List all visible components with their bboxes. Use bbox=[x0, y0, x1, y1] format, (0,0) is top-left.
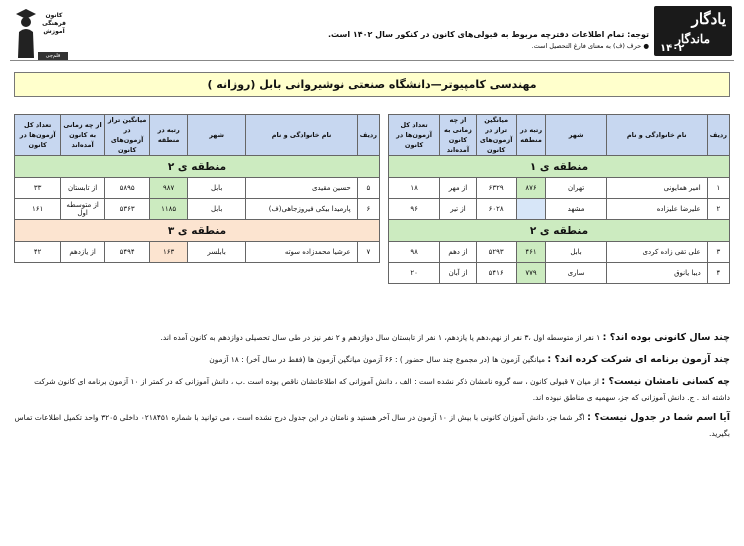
col-rank: رتبه در منطقه bbox=[516, 115, 546, 156]
student-name: امیر همایونی bbox=[606, 178, 707, 199]
rank: ۹۸۷ bbox=[150, 178, 188, 199]
qa-item bbox=[14, 410, 730, 442]
city: تهران bbox=[546, 178, 606, 199]
kanoon-logo bbox=[10, 6, 68, 60]
city: بابل bbox=[546, 242, 606, 263]
city: مشهد bbox=[546, 199, 606, 220]
avg-score: ۵۲۹۳ bbox=[476, 242, 516, 263]
qa-question: چند سال کانونی بوده اند؟ : bbox=[602, 332, 730, 343]
qa-item bbox=[14, 374, 730, 406]
row-number: ۲ bbox=[707, 199, 729, 220]
col-row: ردیف bbox=[707, 115, 729, 156]
row-number: ۷ bbox=[357, 242, 379, 263]
region-header: منطقه ی ۲ bbox=[15, 156, 380, 178]
col-avg: میانگین تراز در آزمون‌های کانون bbox=[476, 115, 516, 156]
table-row bbox=[15, 178, 380, 199]
header-sub-note: ● حرف (ف) به معنای فارغ التحصیل است. bbox=[531, 42, 649, 50]
row-number: ۵ bbox=[357, 178, 379, 199]
city: بابلسر bbox=[187, 242, 245, 263]
left-results-table bbox=[14, 114, 380, 263]
rank: ۸۷۶ bbox=[516, 178, 546, 199]
city: بابل bbox=[187, 178, 245, 199]
student-name: پارمیدا بیکی فیروزجاهی(ف) bbox=[246, 199, 357, 220]
qa-answer: میانگین آزمون ها (در مجموع چند سال حضور ) : ۶۶ آزمون میانگین آزمون ها (فقط در سال آخر) : ۱۸ آزمون bbox=[209, 355, 545, 364]
region-header: منطقه ی ۲ bbox=[389, 220, 730, 242]
major-banner: مهندسی کامپیوتر—دانشگاه صنعتی نوشیروانی بابل (روزانه ) bbox=[14, 72, 730, 97]
table-row bbox=[389, 242, 730, 263]
qa-answer: ۱ نفر از متوسطه اول ،۳ نفر از نهم،دهم یا یازدهم، ۱ نفر از تابستان سال دوازدهم و ۲ نفر نیز در طی سال تحصیلی دوازدهم به کانون آمده اند. bbox=[160, 333, 601, 342]
rank: ۴۶۱ bbox=[516, 242, 546, 263]
yadegar-mandegar-logo bbox=[654, 6, 732, 56]
logo-year: ۱۴۰۲ bbox=[660, 43, 685, 54]
student-name: عرشیا محمدزاده سوته bbox=[246, 242, 357, 263]
row-number: ۳ bbox=[707, 242, 729, 263]
exam-count: ۴۲ bbox=[15, 242, 61, 263]
col-since: از چه زمانی به کانون آمده‌اند bbox=[440, 115, 477, 156]
col-rank: رتبه در منطقه bbox=[150, 115, 188, 156]
col-since: از چه زمانی به کانون آمده‌اند bbox=[61, 115, 104, 156]
since: از دهم bbox=[440, 242, 477, 263]
qa-question: چه کسانی نامشان نیست؟ : bbox=[601, 376, 730, 387]
right-results-table bbox=[388, 114, 730, 284]
city: بابل bbox=[187, 199, 245, 220]
student-name: حسین مقیدی bbox=[246, 178, 357, 199]
col-count: تعداد کل آزمون‌ها در کانون bbox=[15, 115, 61, 156]
logo-line2: ماندگار bbox=[675, 32, 710, 46]
kanoon-logo-text: کانون فرهنگی آموزش bbox=[42, 12, 66, 35]
exam-count: ۲۰ bbox=[389, 263, 440, 284]
table-row bbox=[389, 178, 730, 199]
student-name: علیرضا علیزاده bbox=[606, 199, 707, 220]
avg-score: ۵۸۹۵ bbox=[104, 178, 150, 199]
table-row bbox=[15, 199, 380, 220]
since: از آبان bbox=[440, 263, 477, 284]
exam-count: ۱۸ bbox=[389, 178, 440, 199]
graduate-figure-icon bbox=[14, 6, 38, 58]
rank: ۷۷۹ bbox=[516, 263, 546, 284]
qa-item bbox=[14, 352, 730, 368]
kanoon-logo-strip: قلم‌چی bbox=[38, 52, 68, 60]
since: از تابستان bbox=[61, 178, 104, 199]
since: از مهر bbox=[440, 178, 477, 199]
exam-count: ۱۶۱ bbox=[15, 199, 61, 220]
city: ساری bbox=[546, 263, 606, 284]
avg-score: ۵۴۱۶ bbox=[476, 263, 516, 284]
logo-line1: یادگار bbox=[691, 10, 726, 28]
row-number: ۶ bbox=[357, 199, 379, 220]
row-number: ۴ bbox=[707, 263, 729, 284]
avg-score: ۶۰۲۸ bbox=[476, 199, 516, 220]
rank: ۱۱۸۵ bbox=[150, 199, 188, 220]
header-note: توجه: تمام اطلاعات دفترچه مربوط به قبولی‌های کانون در کنکور سال ۱۴۰۲ است. bbox=[327, 30, 649, 39]
col-name: نام خانوادگی و نام bbox=[606, 115, 707, 156]
since: از یازدهم bbox=[61, 242, 104, 263]
exam-count: ۹۸ bbox=[389, 242, 440, 263]
col-count: تعداد کل آزمون‌ها در کانون bbox=[389, 115, 440, 156]
qa-answer: از میان ۷ قبولی کانون ، سه گروه نامشان ذکر نشده است : الف ، دانش آموزانی که اطلاعاتشان ناقص بوده است .ب ، دانش آموزانی که در کمتر از ۱۰ آزمون برنامه ای کانون شرکت داشته اند . ج. دانش آموزانی که جز، سهمیه ی مناطق نبوده اند. bbox=[34, 377, 730, 402]
table-row bbox=[389, 199, 730, 220]
avg-score: ۵۴۹۴ bbox=[104, 242, 150, 263]
exam-count: ۳۳ bbox=[15, 178, 61, 199]
student-name: علی تقی زاده کردی bbox=[606, 242, 707, 263]
qa-question: آیا اسم شما در جدول نیست؟ : bbox=[587, 412, 730, 423]
qa-answer: اگر شما جز، دانش آموزان کانونی با بیش از ۱۰ آزمون در سال آخر هستید و نامتان در این جدول درج نشده است ، می توانید با شماره ۰۲۱۸۴۵۱ داخلی ۳۲۰۵ واحد تکمیل اطلاعات تماس بگیرید. bbox=[14, 413, 730, 438]
qa-item bbox=[14, 330, 730, 346]
table-row bbox=[389, 263, 730, 284]
exam-count: ۹۶ bbox=[389, 199, 440, 220]
qa-question: چند آزمون برنامه ای شرکت کرده اند؟ : bbox=[547, 354, 730, 365]
student-name: دیبا یانوق bbox=[606, 263, 707, 284]
rank: ۱۶۳ bbox=[150, 242, 188, 263]
col-avg: میانگین تراز در آزمون‌های کانون bbox=[104, 115, 150, 156]
row-number: ۱ bbox=[707, 178, 729, 199]
col-city: شهر bbox=[546, 115, 606, 156]
col-city: شهر bbox=[187, 115, 245, 156]
region-header: منطقه ی ۱ bbox=[389, 156, 730, 178]
col-name: نام خانوادگی و نام bbox=[246, 115, 357, 156]
header-divider bbox=[10, 60, 734, 61]
avg-score: ۶۳۲۹ bbox=[476, 178, 516, 199]
since: از تیر bbox=[440, 199, 477, 220]
region-header: منطقه ی ۳ bbox=[15, 220, 380, 242]
since: از متوسطه اول bbox=[61, 199, 104, 220]
table-row bbox=[15, 242, 380, 263]
avg-score: ۵۳۶۳ bbox=[104, 199, 150, 220]
col-row: ردیف bbox=[357, 115, 379, 156]
rank bbox=[516, 199, 546, 220]
